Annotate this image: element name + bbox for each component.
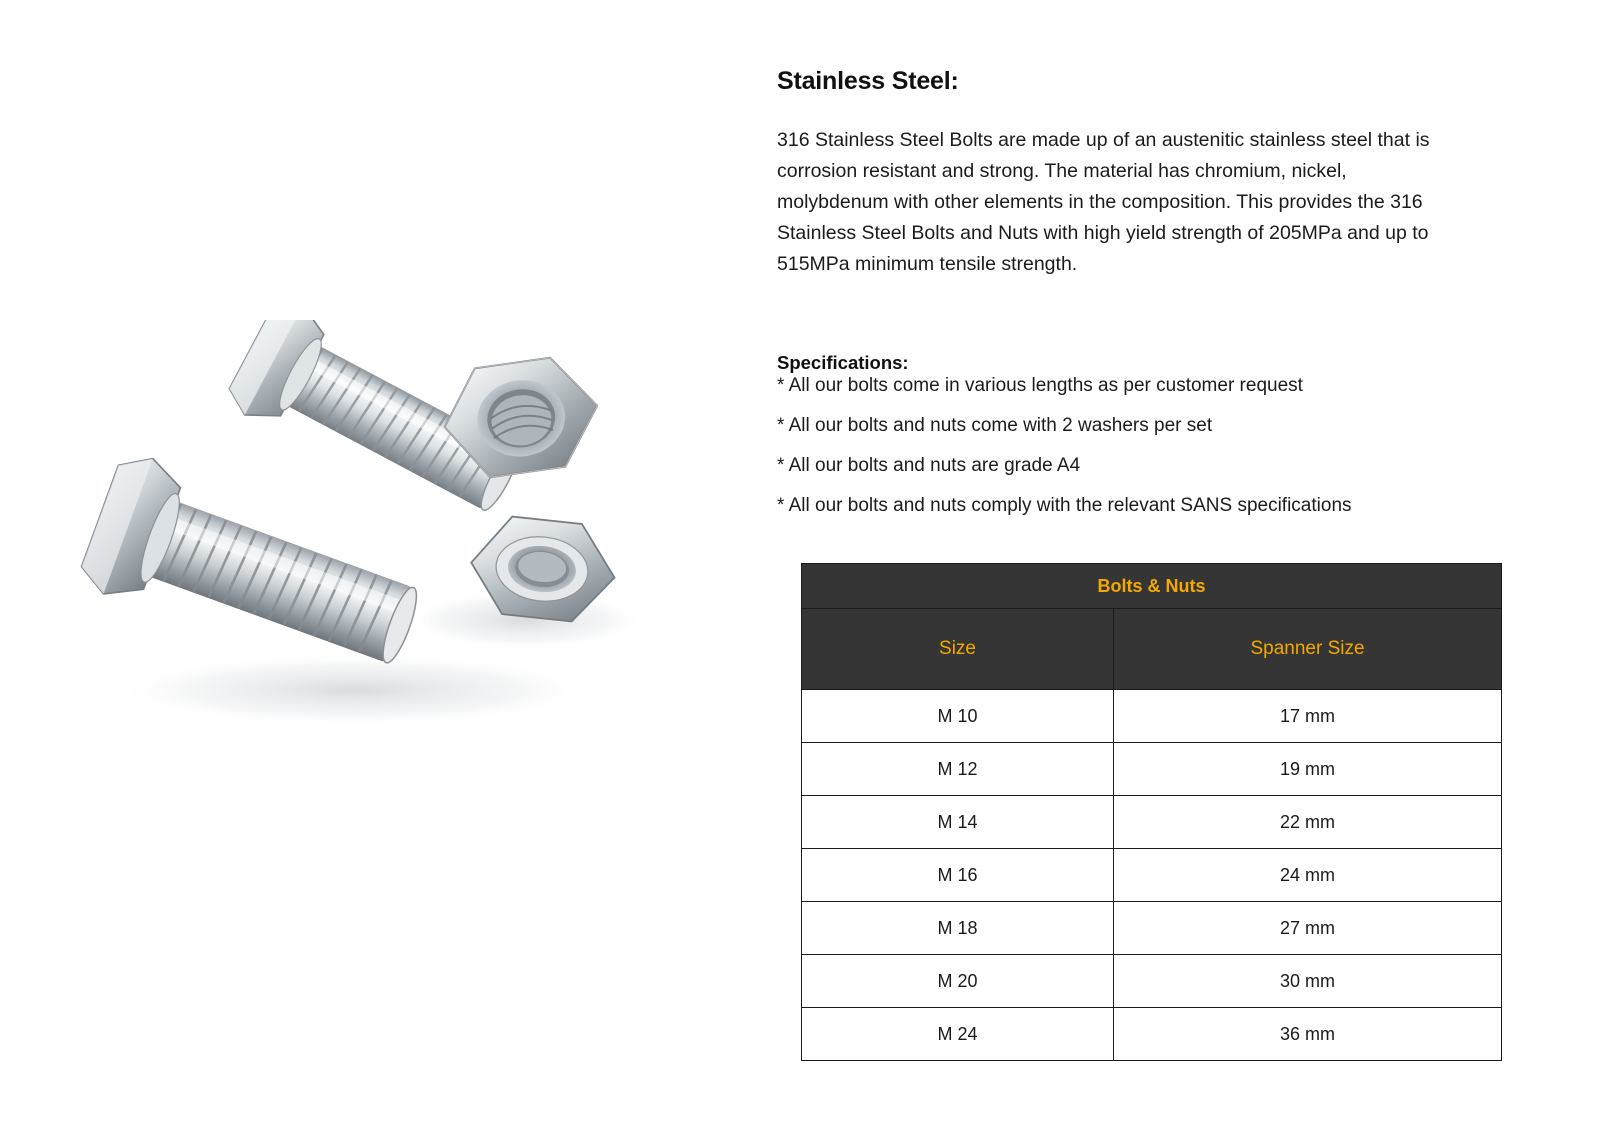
list-item: * All our bolts and nuts come with 2 washers per set: [777, 415, 1213, 436]
column-header-size: Size: [802, 609, 1114, 690]
hex-bolts-and-nuts-photo: [55, 320, 675, 740]
cell-size: M 20: [802, 955, 1114, 1008]
cell-spanner-size: 36 mm: [1114, 1008, 1502, 1061]
table-row: [802, 743, 1502, 796]
list-item: * All our bolts and nuts are grade A4: [777, 455, 1081, 476]
product-image-pane: [0, 0, 760, 1121]
table-body: [802, 690, 1502, 1061]
table-row: [802, 796, 1502, 849]
cell-spanner-size: 24 mm: [1114, 849, 1502, 902]
list-item: * All our bolts and nuts comply with the relevant SANS specifications: [777, 495, 1352, 516]
cell-size: M 10: [802, 690, 1114, 743]
cell-spanner-size: 17 mm: [1114, 690, 1502, 743]
cell-size: M 18: [802, 902, 1114, 955]
column-header-spanner-size: Spanner Size: [1114, 609, 1502, 690]
specifications-list: [777, 374, 1477, 534]
cell-spanner-size: 30 mm: [1114, 955, 1502, 1008]
table-row: [802, 1008, 1502, 1061]
table-header: [802, 564, 1502, 690]
cell-size: M 24: [802, 1008, 1114, 1061]
cell-size: M 16: [802, 849, 1114, 902]
table-row: [802, 902, 1502, 955]
list-item: * All our bolts come in various lengths as per customer request: [777, 375, 1303, 396]
product-content-pane: [777, 0, 1577, 1121]
bolts-and-nuts-table: [801, 563, 1502, 1061]
specifications-heading: Specifications:: [777, 351, 909, 373]
table-row: [802, 690, 1502, 743]
table-row: [802, 849, 1502, 902]
cell-spanner-size: 27 mm: [1114, 902, 1502, 955]
cell-spanner-size: 22 mm: [1114, 796, 1502, 849]
table-caption: Bolts & Nuts: [802, 564, 1502, 609]
table-row: [802, 955, 1502, 1008]
cell-size: M 12: [802, 743, 1114, 796]
bolts-and-nuts-table-wrapper: [801, 563, 1501, 1061]
product-description: 316 Stainless Steel Bolts are made up of an austenitic stainless steel that is corrosion resistant and strong. The material has chromium, nickel, molybdenum with other elements in the composition. This provides the 316 Stainless Steel Bolts and Nuts with high yield strength of 205MPa and up to 515MPa minimum tensile strength.: [777, 128, 1430, 275]
cell-spanner-size: 19 mm: [1114, 743, 1502, 796]
cell-size: M 14: [802, 796, 1114, 849]
page-title: Stainless Steel:: [777, 66, 959, 95]
table-caption-row: [802, 564, 1502, 609]
table-column-header-row: [802, 609, 1502, 690]
